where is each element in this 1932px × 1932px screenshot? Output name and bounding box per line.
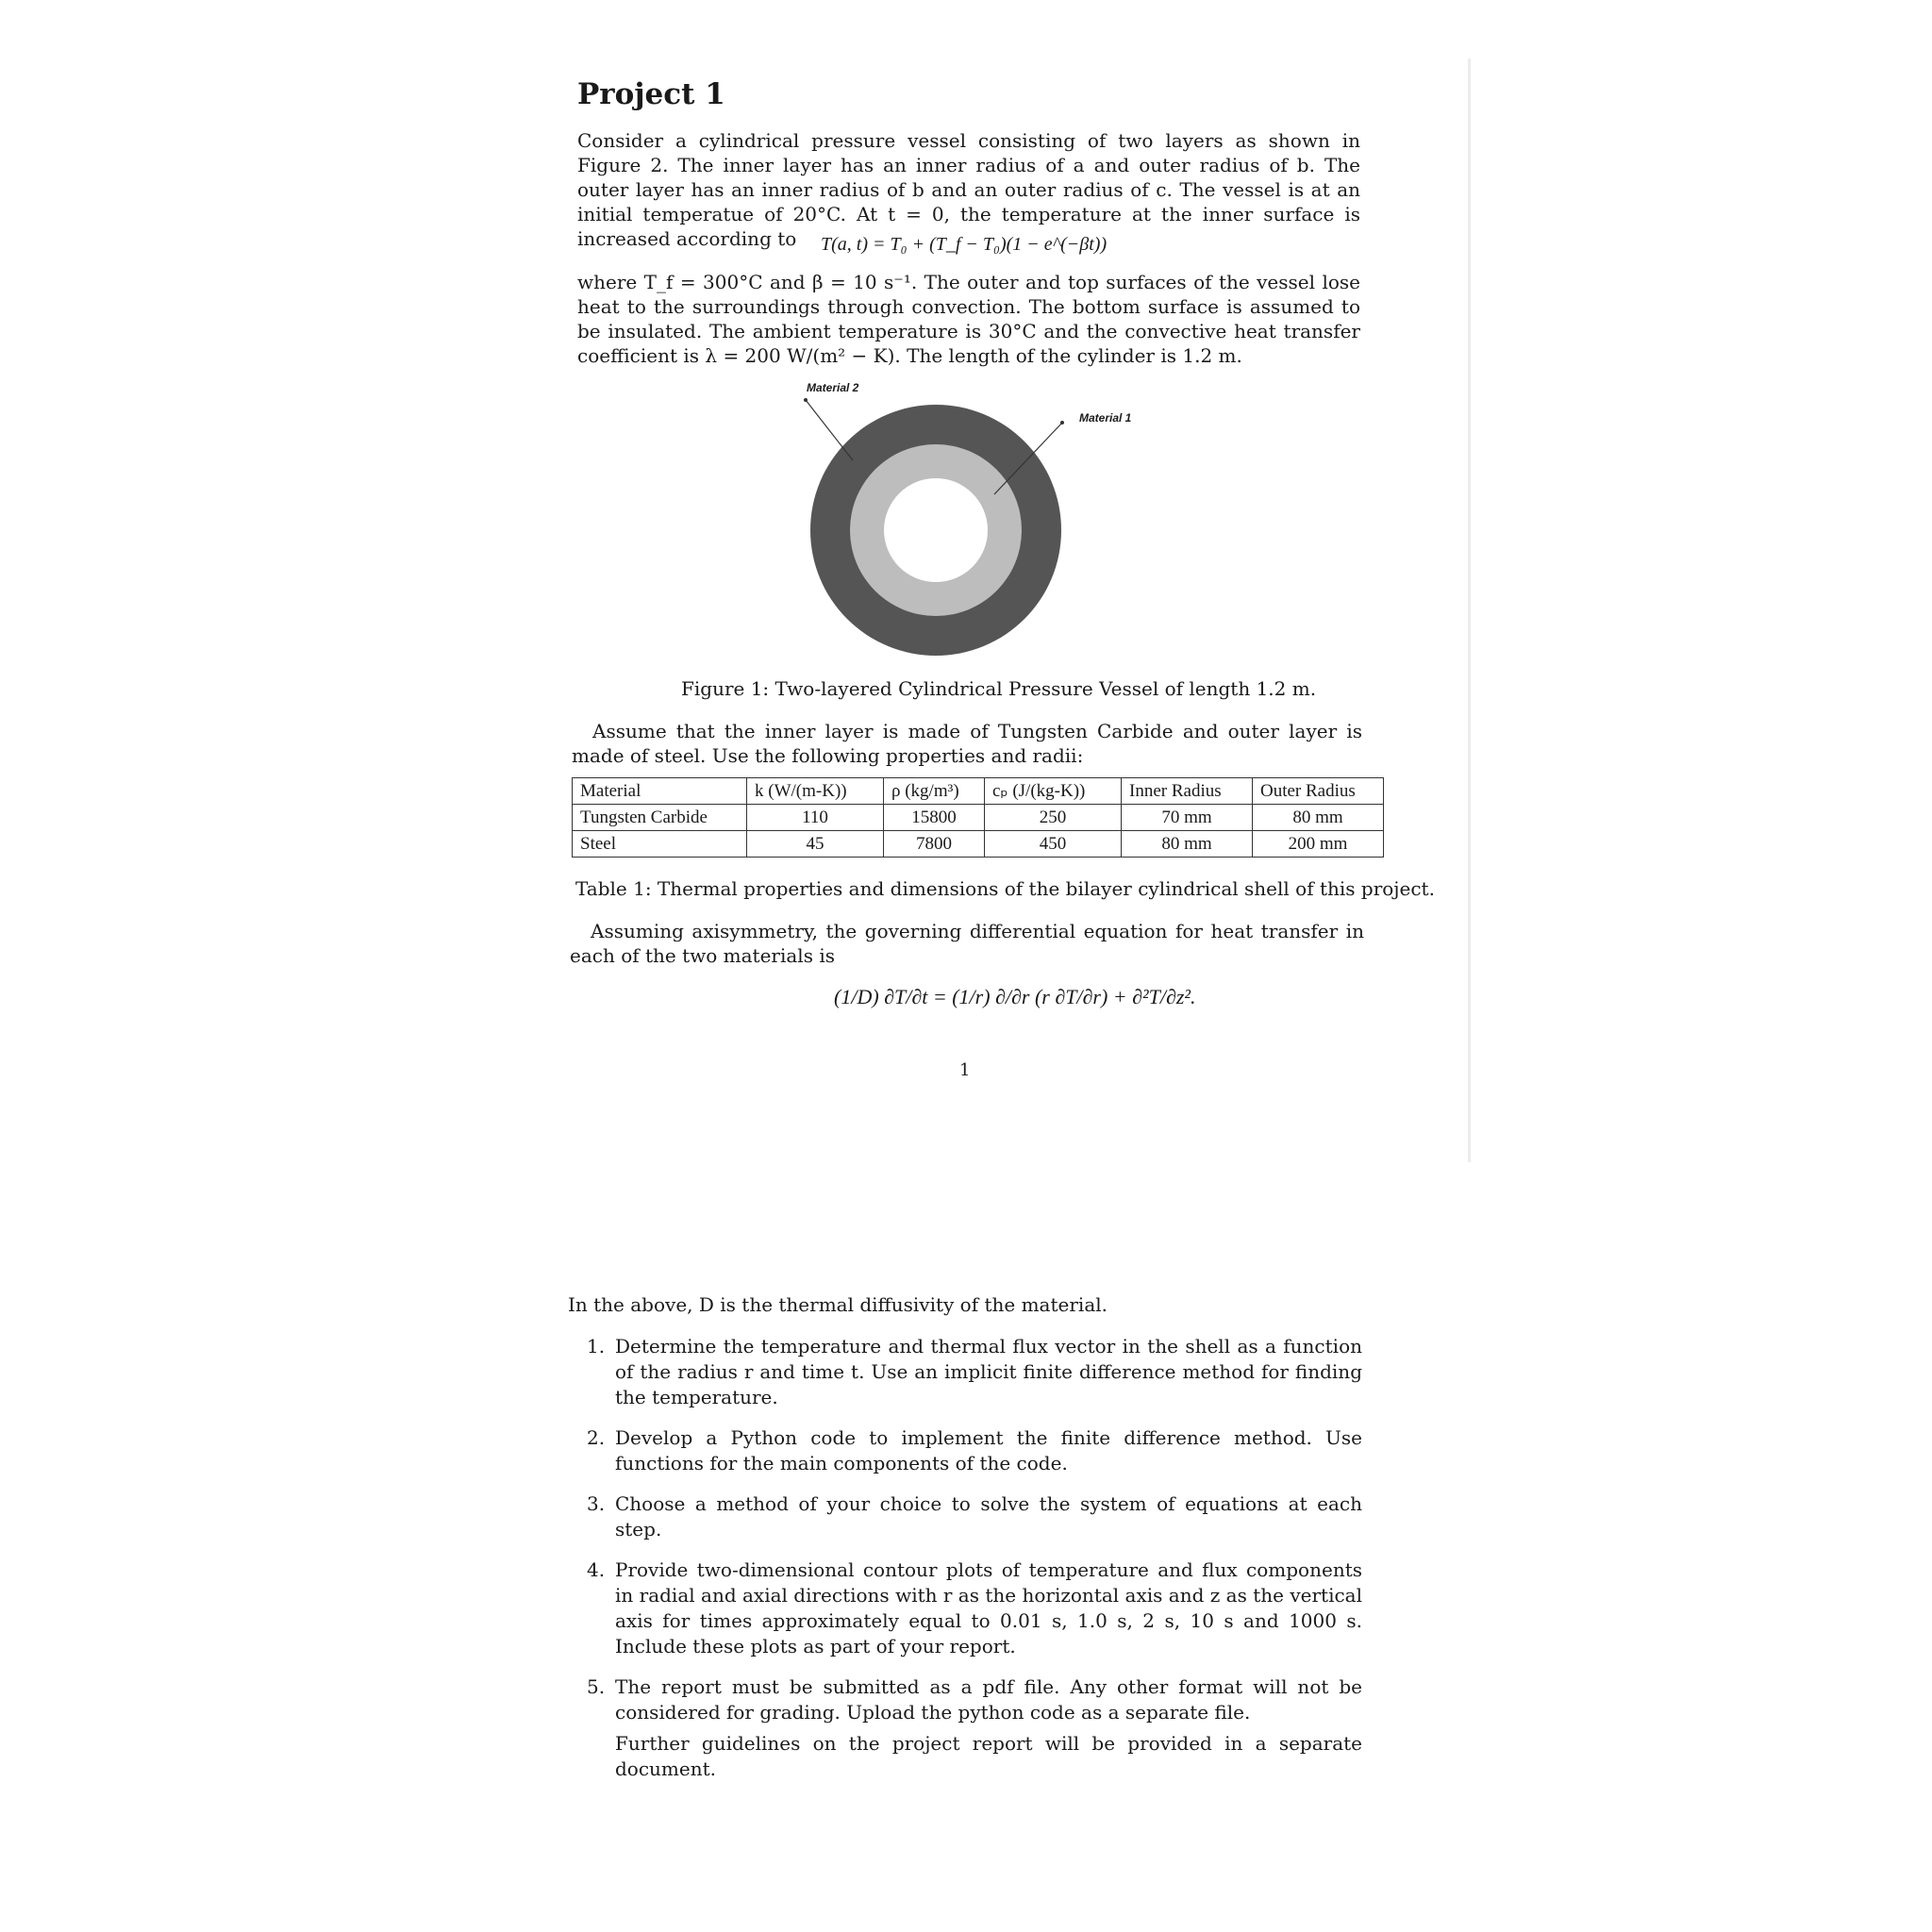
table-header: Outer Radius (1253, 778, 1384, 805)
table-cell: 110 (747, 805, 884, 831)
list-item-number: 5. (587, 1675, 606, 1698)
conditions-paragraph: where T_f = 300°C and β = 10 s⁻¹. The outer and top surfaces of the vessel lose heat to the surroundings through convection. The bottom surface is assumed to be insulated. The ambient temperature is 30°C and the convective heat transfer coefficient is λ = 200 W/(m² − K). The length of the cylinder is 1.2 m. (577, 271, 1360, 367)
list-item-text: Provide two-dimensional contour plots of temperature and flux components in radial and axial directions with r as the horizontal axis and z as the vertical axis for times approximately equal to 0.01 s, 1.0 s, 2 s, 10 s and 1000 s. Include these plots as part of your report. (615, 1558, 1362, 1657)
vessel-bore (884, 478, 988, 582)
table-row (573, 831, 1384, 858)
table-header: k (W/(m-K)) (747, 778, 884, 805)
list-item (583, 1557, 1362, 1659)
table-cell: 70 mm (1122, 805, 1253, 831)
list-item-text: The report must be submitted as a pdf file. Any other format will not be considered for grading. Upload the python code as a separate file. (615, 1675, 1362, 1724)
table-cell: 200 mm (1253, 831, 1384, 858)
table-row (573, 805, 1384, 831)
table-cell: Steel (573, 831, 747, 858)
table-cell: 80 mm (1122, 831, 1253, 858)
table-cell: 45 (747, 831, 884, 858)
table-header-row (573, 778, 1384, 805)
list-item-text: Develop a Python code to implement the finite difference method. Use functions for the main components of the code. (615, 1426, 1362, 1474)
table-header: ρ (kg/m³) (884, 778, 985, 805)
list-item (583, 1491, 1362, 1542)
list-item-number: 4. (587, 1558, 606, 1581)
task-list (583, 1334, 1362, 1782)
material-2-leader-tip (804, 398, 808, 402)
figure-caption: Figure 1: Two-layered Cylindrical Pressure Vessel of length 1.2 m. (681, 677, 1317, 700)
material-1-leader-tip (1060, 421, 1064, 425)
governing-paragraph: Assuming axisymmetry, the governing differential equation for heat transfer in each of the two materials is (570, 920, 1364, 967)
materials-paragraph: Assume that the inner layer is made of Tungsten Carbide and outer layer is made of steel. Use the following properties and radii: (572, 720, 1362, 767)
table-header: cₚ (J/(kg-K)) (985, 778, 1122, 805)
properties-table (572, 777, 1384, 858)
table-cell: 7800 (884, 831, 985, 858)
list-item (583, 1674, 1362, 1725)
governing-equation: (1/D) ∂T/∂t = (1/r) ∂/∂r (r ∂T/∂r) + ∂²T/∂z². (834, 985, 1196, 1008)
table-cell: 80 mm (1253, 805, 1384, 831)
list-item-text: Choose a method of your choice to solve the system of equations at each step. (615, 1492, 1362, 1541)
table-caption: Table 1: Thermal properties and dimensions of the bilayer cylindrical shell of this project. (575, 877, 1435, 900)
intro-paragraph: Consider a cylindrical pressure vessel consisting of two layers as shown in Figure 2. The inner layer has an inner radius of a and outer radius of b. The outer layer has an inner radius of b and an outer radius of c. The vessel is at an initial temperatue of 20°C. At t = 0, the temperature at the inner surface is increased according to (577, 129, 1360, 250)
closing-note: Further guidelines on the project report will be provided in a separate document. (615, 1732, 1362, 1780)
list-item-text: Determine the temperature and thermal flux vector in the shell as a function of the radius r and time t. Use an implicit finite difference method for finding the temperature. (615, 1335, 1362, 1408)
table-cell: 250 (985, 805, 1122, 831)
page-edge-shadow (1468, 58, 1471, 1162)
table-header: Material (573, 778, 747, 805)
table-header: Inner Radius (1122, 778, 1253, 805)
list-item-number: 3. (587, 1492, 606, 1515)
table-cell: Tungsten Carbide (573, 805, 747, 831)
table-cell: 15800 (884, 805, 985, 831)
material-1-label: Material 1 (1079, 411, 1132, 425)
list-item (583, 1425, 1362, 1476)
page-title: Project 1 (577, 77, 725, 111)
list-item (583, 1334, 1362, 1410)
diffusivity-note: In the above, D is the thermal diffusivity of the material. (568, 1293, 1108, 1316)
list-item-number: 2. (587, 1426, 606, 1449)
page-number: 1 (959, 1060, 971, 1080)
list-item-number: 1. (587, 1335, 606, 1357)
material-2-label: Material 2 (807, 381, 859, 394)
boundary-equation: T(a, t) = T₀ + (T_f − T₀)(1 − e^(−βt)) (821, 234, 1108, 255)
table-cell: 450 (985, 831, 1122, 858)
material-2-leader (806, 400, 853, 460)
